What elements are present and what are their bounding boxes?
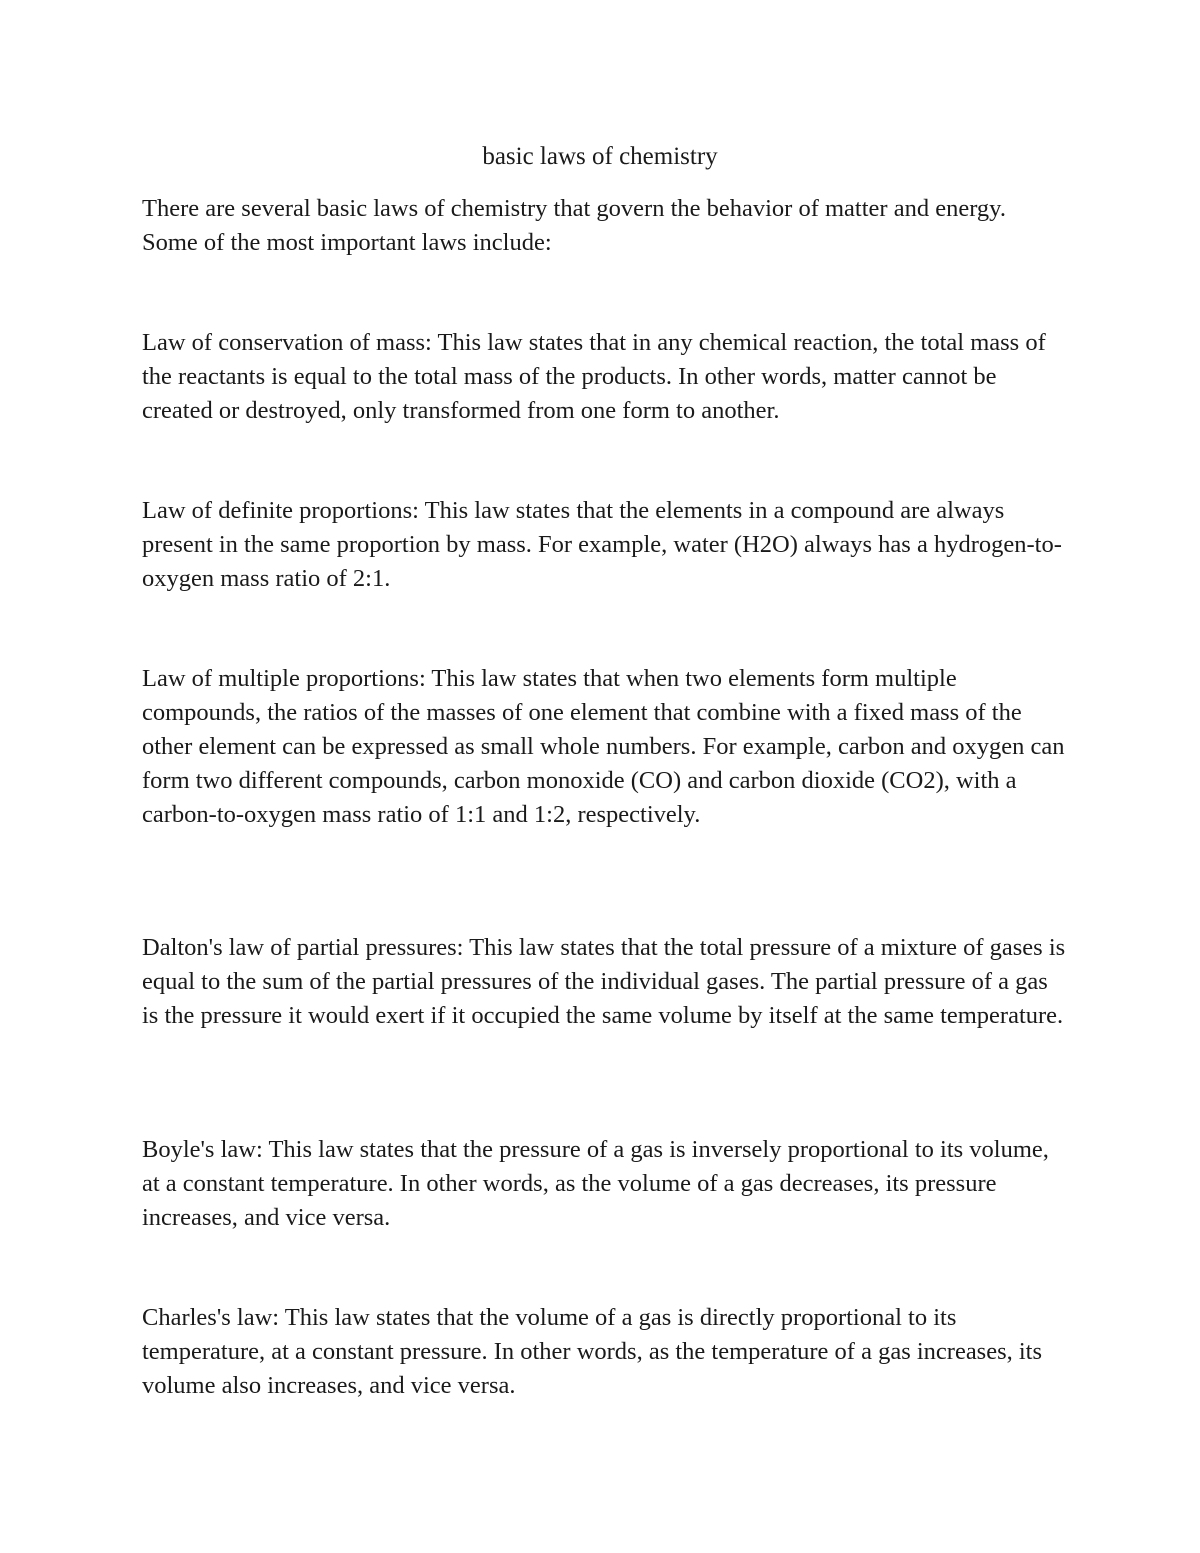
intro-paragraph: There are several basic laws of chemistry that govern the behavior of matter and energy. Some of the most important laws include: (142, 195, 1006, 256)
conservation-of-mass-paragraph: Law of conservation of mass: This law states that in any chemical reaction, the total mass of the reactants is equal to the total mass of the products. In other words, matter cannot be created or destroyed, only transformed from one form to another. (142, 329, 1046, 424)
charles-law-paragraph: Charles's law: This law states that the volume of a gas is directly proportional to its temperature, at a constant pressure. In other words, as the temperature of a gas increases, its volume also increases, and vice versa. (142, 1304, 1043, 1399)
multiple-proportions-paragraph: Law of multiple proportions: This law states that when two elements form multiple compounds, the ratios of the masses of one element that combine with a fixed mass of the other element can be expressed as small whole numbers. For example, carbon and oxygen can form two different compounds, carbon monoxide (CO) and carbon dioxide (CO2), with a carbon-to-oxygen mass ratio of 1:1 and 1:2, respectively. (142, 665, 1065, 828)
document-title: basic laws of chemistry (482, 143, 718, 170)
boyles-law-paragraph: Boyle's law: This law states that the pressure of a gas is inversely proportional to its volume, at a constant temperature. In other words, as the volume of a gas decreases, its pressure increases, and vice versa. (142, 1136, 1049, 1231)
definite-proportions-paragraph: Law of definite proportions: This law states that the elements in a compound are always present in the same proportion by mass. For example, water (H2O) always has a hydrogen-to-oxygen mass ratio of 2:1. (142, 497, 1062, 592)
daltons-law-paragraph: Dalton's law of partial pressures: This law states that the total pressure of a mixture of gases is equal to the sum of the partial pressures of the individual gases. The partial pressure of a gas is the pressure it would exert if it occupied the same volume by itself at the same temperature. (142, 934, 1066, 1029)
